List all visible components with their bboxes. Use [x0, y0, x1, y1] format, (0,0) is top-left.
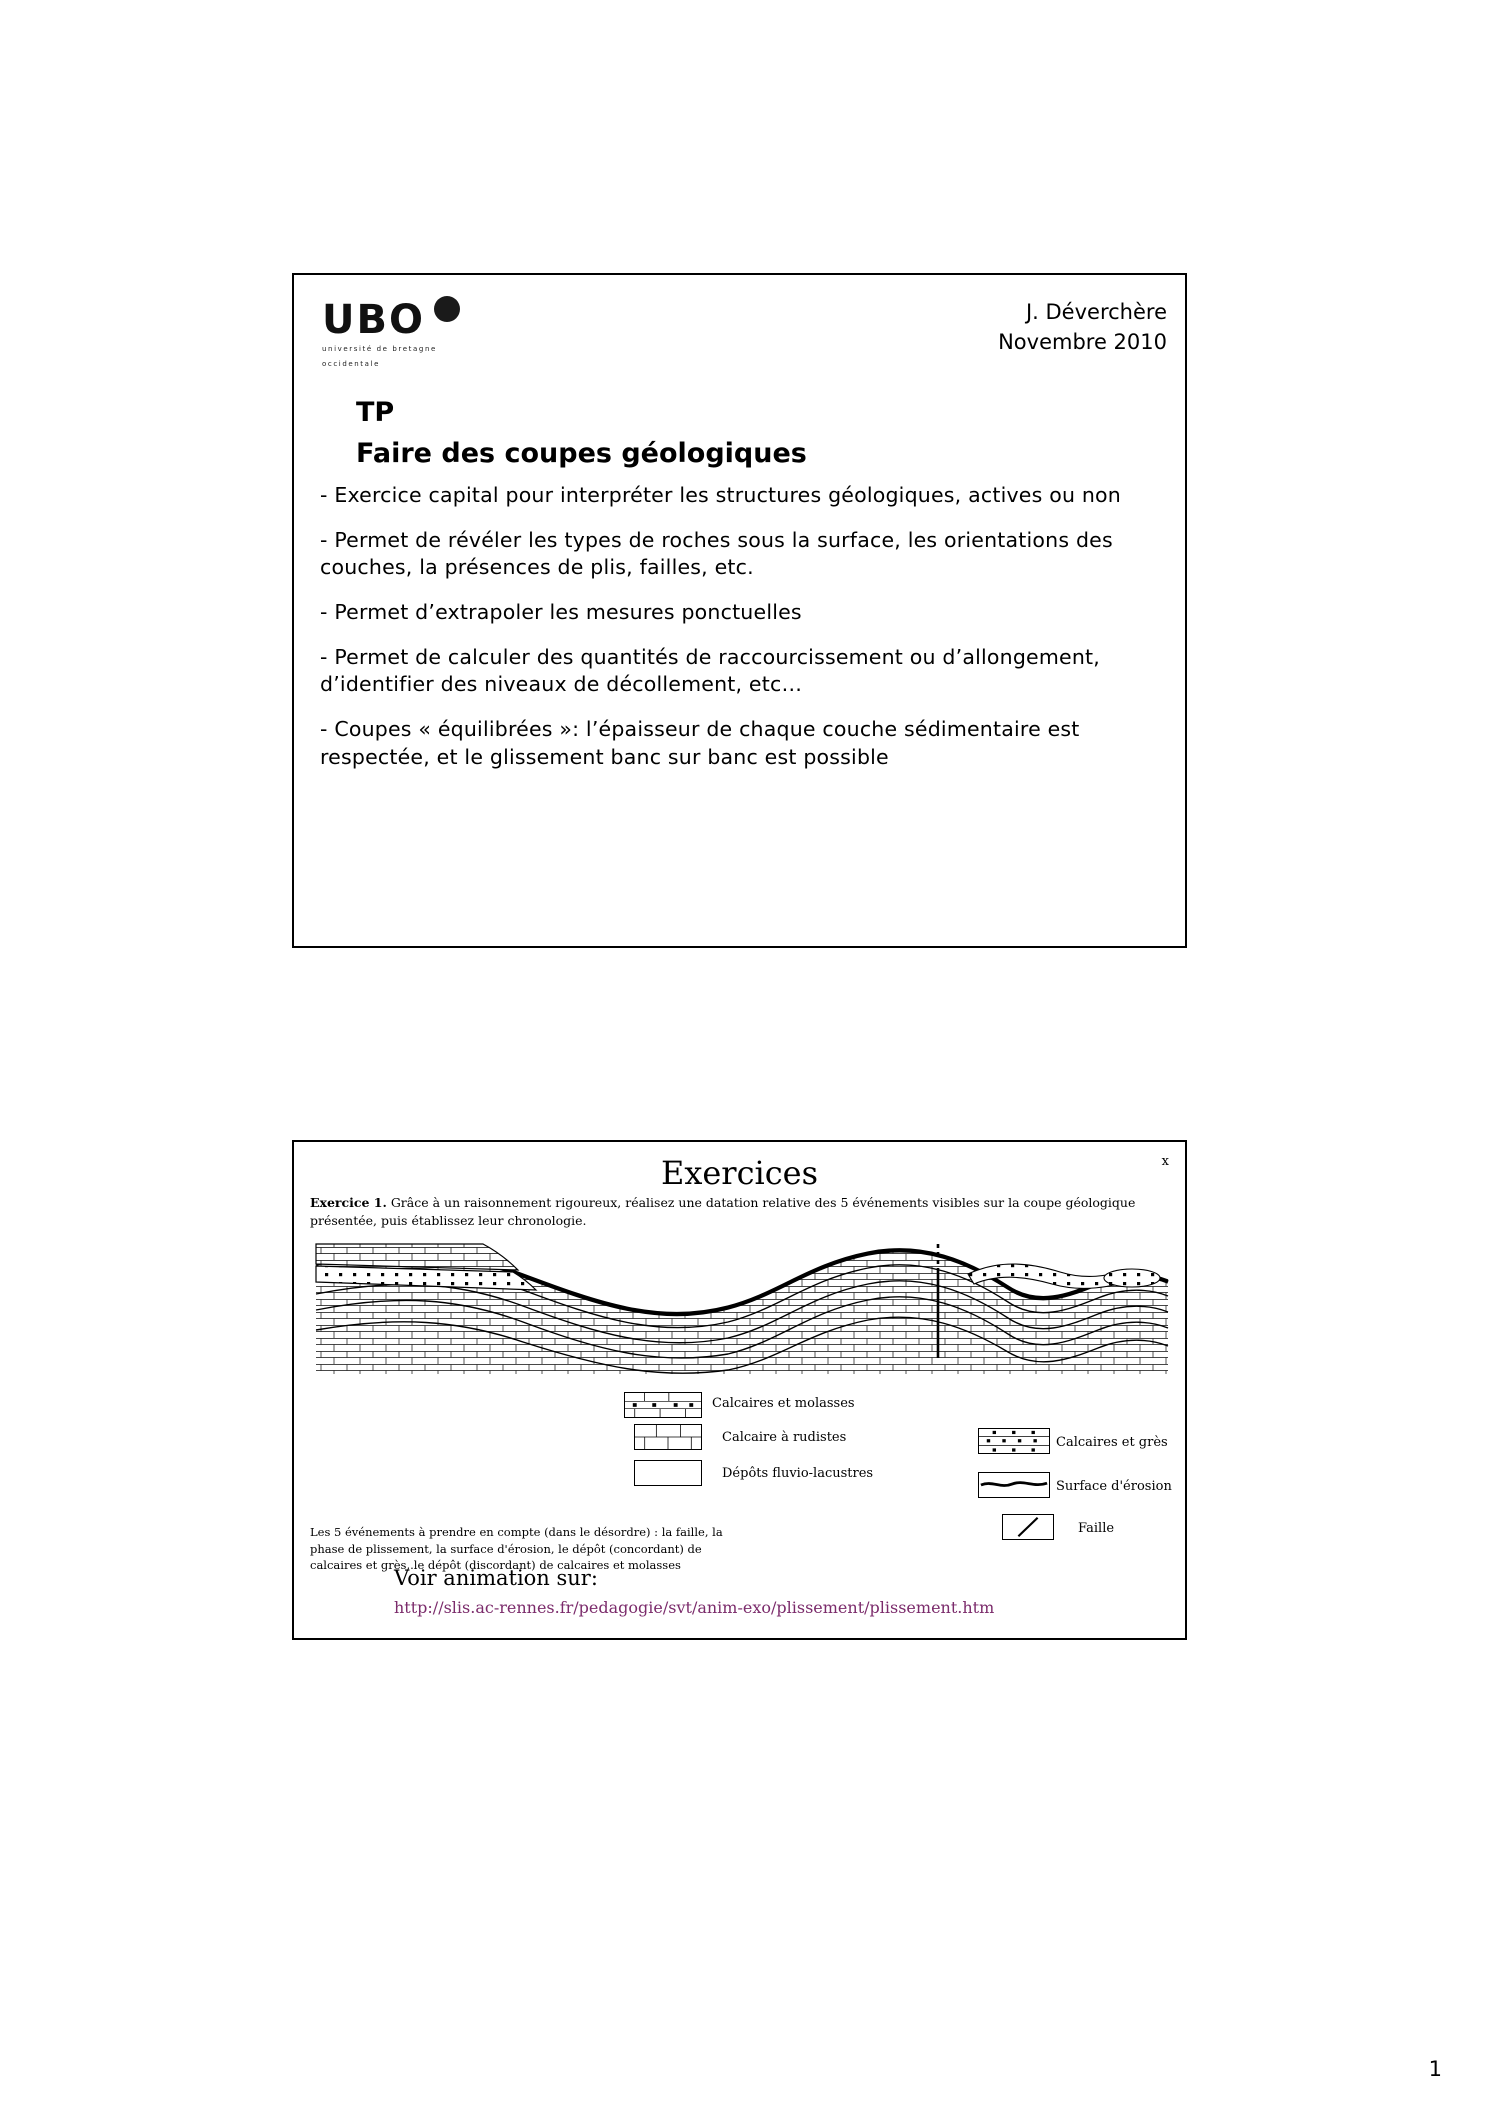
legend-label-faille: Faille [1078, 1521, 1115, 1536]
legend-label-depots-fluvio-lacustres: Dépôts fluvio-lacustres [722, 1466, 874, 1481]
exercise-label: Exercice 1. [310, 1195, 387, 1210]
animation-label: Voir animation sur: [394, 1566, 598, 1590]
ubo-seal-icon [434, 296, 460, 322]
page-number: 1 [1428, 2057, 1442, 2081]
exercises-title: Exercices [660, 1154, 819, 1192]
legend-swatch-calcaires-et-molasses [624, 1392, 702, 1418]
legend-label-calcaires-et-molasses: Calcaires et molasses [712, 1396, 855, 1411]
legend-swatch-calcaires-et-gres [978, 1428, 1050, 1454]
legend-swatch-surface-d-erosion [978, 1472, 1050, 1498]
bullet-list [320, 482, 1170, 788]
bullet-item: - Permet d’extrapoler les mesures ponctuelles [320, 600, 802, 625]
legend-swatch-faille [1002, 1514, 1054, 1540]
corner-mark: x [1161, 1154, 1169, 1169]
animation-link[interactable]: http://slis.ac-rennes.fr/pedagogie/svt/anim-exo/plissement/plissement.htm [394, 1598, 995, 1617]
legend-swatch-calcaire-a-rudistes [634, 1424, 702, 1450]
exercise-text: Grâce à un raisonnement rigoureux, réalisez une datation relative des 5 événements visibles sur la coupe géologique présentée, puis établissez leur chronologie. [310, 1195, 1136, 1229]
author-date: Novembre 2010 [998, 330, 1167, 355]
slide-title-line2: Faire des coupes géologiques [356, 438, 807, 469]
slide-2 [292, 1140, 1187, 1640]
legend-swatch-depots-fluvio-lacustres [634, 1460, 702, 1486]
author-name: J. Déverchère [1025, 300, 1167, 324]
legend-label-surface-d-erosion: Surface d'érosion [1056, 1479, 1172, 1494]
exercise-note: Les 5 événements à prendre en compte (dans le désordre) : la faille, la phase de plissement, la surface d'érosion, le dépôt (concordant) de calcaires et grès,.le dépôt (discordant) de calcaires et molasses [310, 1525, 723, 1573]
geological-cross-section [308, 1234, 1174, 1384]
exercise-intro [310, 1194, 1155, 1230]
bullet-item: - Coupes « équilibrées »: l’épaisseur de chaque couche sédimentaire est respectée, et le glissement banc sur banc est possible [320, 717, 1080, 769]
ubo-logo [322, 297, 502, 380]
legend-label-calcaire-a-rudistes: Calcaire à rudistes [722, 1430, 847, 1445]
bullet-item: - Permet de calculer des quantités de raccourcissement ou d’allongement, d’identifier des niveaux de décollement, etc… [320, 644, 1100, 697]
author-block [998, 297, 1167, 358]
bullet-item: - Exercice capital pour interpréter les structures géologiques, actives ou non [320, 483, 1121, 507]
slide-1 [292, 273, 1187, 948]
legend [294, 1388, 1189, 1536]
legend-label-calcaires-et-gres: Calcaires et grès [1056, 1435, 1168, 1450]
ubo-logo-wordmark: UBO [322, 297, 425, 343]
ubo-logo-subtitle-line2: occidentale [322, 359, 380, 368]
bullet-item: - Permet de révéler les types de roches sous la surface, les orientations des couches, la présences de plis, failles, etc. [320, 527, 1113, 580]
ubo-logo-subtitle-line1: université de bretagne [322, 345, 437, 353]
slide-title-line1: TP [356, 397, 395, 428]
